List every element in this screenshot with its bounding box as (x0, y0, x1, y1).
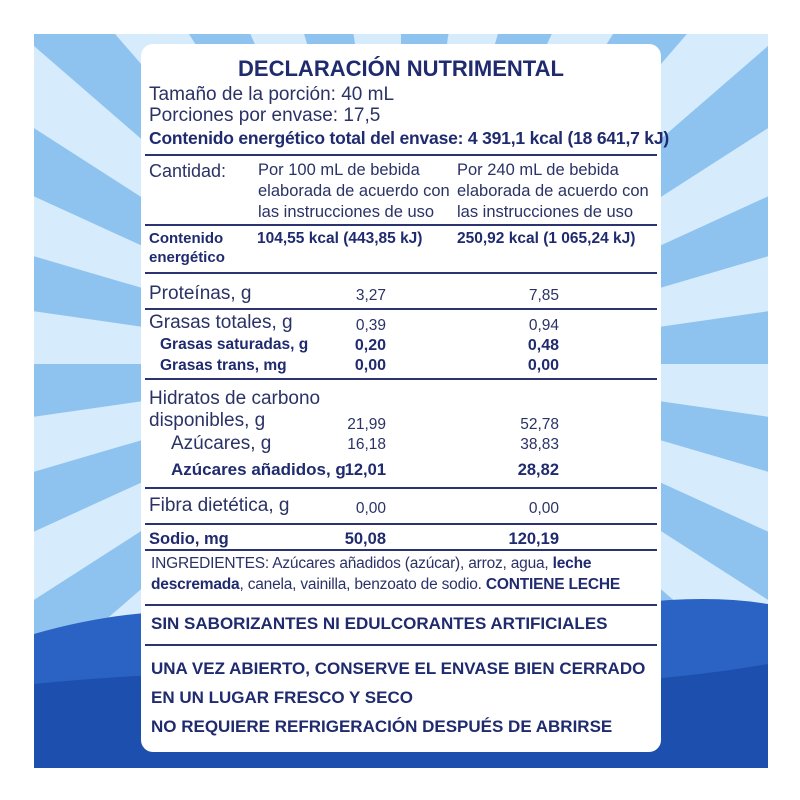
serving-size: Tamaño de la porción: 40 mL (149, 84, 395, 105)
storage-line3: NO REQUIERE REFRIGERACIÓN DESPUÉS DE ABRIRSE (151, 717, 613, 736)
sugars-col1: 16,18 (347, 436, 386, 453)
divider (145, 378, 657, 380)
ingredients-line1 (151, 556, 591, 572)
divider (145, 272, 657, 274)
quantity-label: Cantidad: (149, 161, 227, 181)
ingredients-line2 (151, 577, 620, 593)
storage-line2: EN UN LUGAR FRESCO Y SECO (151, 688, 413, 707)
page-title: DECLARACIÓN NUTRIMENTAL (238, 56, 564, 81)
col2-header-line3: las instrucciones de uso (457, 203, 634, 221)
ingredients-text: INGREDIENTES: Azúcares añadidos (azúcar), arroz, agua, (151, 555, 553, 572)
proteins-col1: 3,27 (355, 287, 386, 304)
fiber-col2: 0,00 (528, 500, 559, 517)
added-sugars-col2: 28,82 (517, 461, 559, 479)
nutrition-card (141, 44, 669, 752)
trans-fat-col1: 0,00 (354, 357, 386, 374)
col1-header-line3: las instrucciones de uso (258, 203, 435, 221)
col1-header-line1: Por 100 mL de bebida (258, 161, 420, 179)
divider (145, 549, 657, 551)
carbs-label-line1: Hidratos de carbono (149, 388, 321, 409)
energy-label-line2: energético (149, 249, 225, 266)
trans-fat-col2: 0,00 (527, 357, 559, 374)
divider (145, 644, 657, 646)
sodium-col2: 120,19 (508, 530, 559, 548)
col1-header-line2: elaborada de acuerdo con (258, 182, 450, 200)
sodium-label: Sodio, mg (149, 530, 229, 548)
proteins-col2: 7,85 (528, 287, 559, 304)
saturated-fat-col1: 0,20 (354, 337, 386, 354)
saturated-fat-label: Grasas saturadas, g (160, 336, 309, 353)
carbs-label-line2: disponibles, g (149, 410, 266, 431)
ingredients-rest: , canela, vainilla, benzoato de sodio. (239, 576, 486, 593)
sugars-col2: 38,83 (520, 436, 559, 453)
total-fat-label: Grasas totales, g (149, 312, 293, 333)
energy-col2: 250,92 kcal (1 065,24 kJ) (457, 230, 636, 247)
ingredients-milk: leche (552, 555, 592, 572)
total-fat-col2: 0,94 (528, 317, 559, 334)
sugars-label: Azúcares, g (171, 433, 272, 454)
ingredients-skimmed: descremada (151, 576, 240, 593)
col2-header-line2: elaborada de acuerdo con (457, 182, 649, 200)
energy-label-line1: Contenido (149, 230, 224, 247)
ingredients-allergen: CONTIENE LECHE (485, 576, 621, 593)
divider (145, 154, 657, 156)
sodium-col1: 50,08 (344, 530, 386, 548)
carbs-col1: 21,99 (347, 416, 386, 433)
total-fat-col1: 0,39 (355, 317, 386, 334)
carbs-col2: 52,78 (520, 416, 559, 433)
servings-per-container: Porciones por envase: 17,5 (149, 105, 381, 126)
trans-fat-label: Grasas trans, mg (160, 357, 287, 374)
divider (145, 224, 657, 226)
divider (145, 308, 657, 310)
added-sugars-col1: 12,01 (344, 461, 386, 479)
proteins-label: Proteínas, g (149, 283, 252, 304)
saturated-fat-col2: 0,48 (527, 337, 559, 354)
divider (145, 604, 657, 606)
fiber-col1: 0,00 (355, 500, 386, 517)
divider (145, 523, 657, 525)
fiber-label: Fibra dietética, g (149, 495, 290, 516)
col2-header-line1: Por 240 mL de bebida (457, 161, 619, 179)
energy-col1: 104,55 kcal (443,85 kJ) (257, 230, 423, 247)
no-additives-notice: SIN SABORIZANTES NI EDULCORANTES ARTIFICIALES (151, 614, 608, 633)
divider (145, 487, 657, 489)
added-sugars-label: Azúcares añadidos, g (171, 460, 346, 479)
storage-line1: UNA VEZ ABIERTO, CONSERVE EL ENVASE BIEN CERRADO (151, 659, 646, 678)
total-energy: Contenido energético total del envase: 4 391,1 kcal (18 641,7 kJ) (149, 128, 669, 148)
